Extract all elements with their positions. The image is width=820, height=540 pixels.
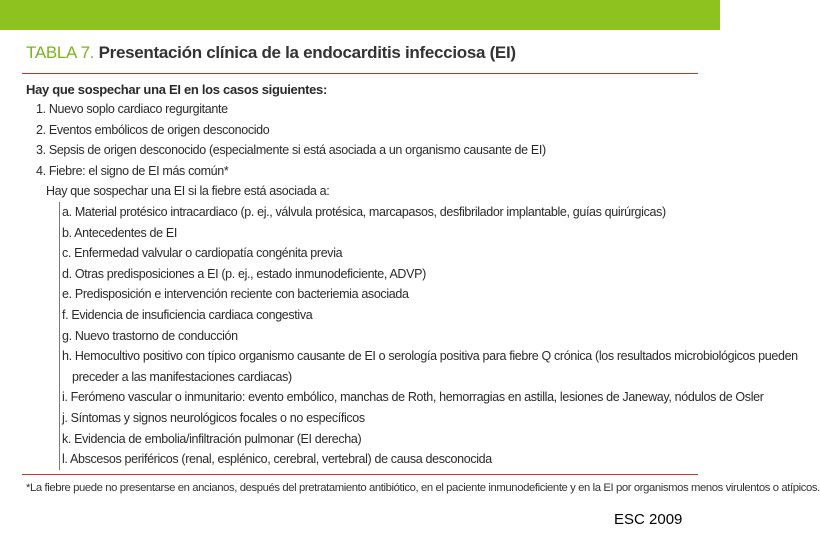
case-item-1: 1. Nuevo soplo cardiaco regurgitante: [36, 102, 228, 116]
fever-item-e: e. Predisposición e intervención reciente con bacteriemia asociada: [62, 287, 409, 302]
fever-items-list: [59, 202, 798, 470]
table-title-text: Presentación clínica de la endocarditis infecciosa (EI): [98, 43, 516, 62]
table-label: TABLA 7.: [26, 43, 95, 62]
top-accent-bar: [0, 0, 720, 30]
fever-intro: Hay que sospechar una EI si la fiebre está asociada a:: [46, 184, 330, 199]
fever-item-b: b. Antecedentes de EI: [62, 225, 177, 240]
case-item-2: 2. Eventos embólicos de origen desconocido: [36, 122, 270, 137]
footnote: *La fiebre puede no presentarse en ancianos, después del pretratamiento antibiótico, en el paciente inmunodeficiente y en la EI por organismos menos virulentos o atípicos.: [26, 482, 820, 494]
fever-item-a: a. Material protésico intracardiaco (p. ej., válvula protésica, marcapasos, desfibrilador implantable, guías quirúrgicas): [62, 204, 666, 219]
case-item-3: 3. Sepsis de origen desconocido (especialmente si está asociada a un organismo causante de EI): [36, 143, 546, 158]
table-body: [26, 80, 798, 470]
fever-item-h-continuation: preceder a las manifestaciones cardiacas): [72, 369, 292, 384]
case-item-4: 4. Fiebre: el signo de EI más común*: [36, 163, 229, 178]
fever-item-k: k. Evidencia de embolia/infiltración pulmonar (EI derecha): [62, 431, 362, 446]
intro-heading: Hay que sospechar una EI en los casos siguientes:: [26, 82, 328, 97]
table-title: [26, 43, 516, 63]
source-label: ESC 2009: [614, 511, 683, 528]
fever-item-c: c. Enfermedad valvular o cardiopatía congénita previa: [62, 246, 343, 261]
bottom-divider: [22, 474, 698, 475]
fever-item-l: l. Abscesos periféricos (renal, esplénico, cerebral, vertebral) de causa desconocida: [62, 452, 492, 467]
fever-item-g: g. Nuevo trastorno de conducción: [62, 328, 238, 343]
fever-item-h: h. Hemocultivo positivo con típico organismo causante de EI o serología positiva para fiebre Q crónica (los resultados microbiológicos pueden: [62, 349, 798, 364]
fever-item-j: j. Síntomas y signos neurológicos focales o no específicos: [62, 410, 365, 425]
fever-item-d: d. Otras predisposiciones a EI (p. ej., estado inmunodeficiente, ADVP): [62, 266, 426, 281]
fever-item-i: i. Ferómeno vascular o inmunitario: evento embólico, manchas de Roth, hemorragias en astilla, lesiones de Janeway, nódulos de Osler: [62, 390, 764, 405]
fever-item-f: f. Evidencia de insuficiencia cardiaca congestiva: [62, 307, 313, 322]
top-divider: [22, 73, 698, 74]
